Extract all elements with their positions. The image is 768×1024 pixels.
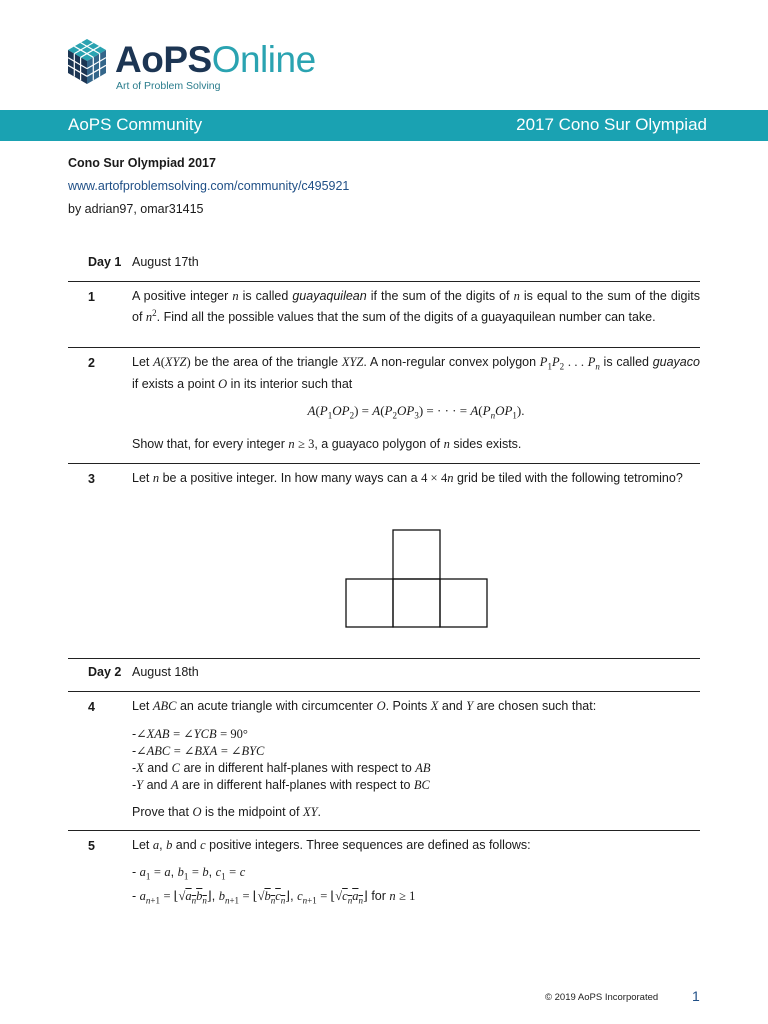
problem-5-text: Let a, b and c positive integers. Three sequences are defined as follows: — [132, 838, 531, 852]
cube-logo-icon — [66, 38, 108, 86]
problem-1-text: A positive integer n is called guayaquilean if the sum of the digits of n is equal to the sum of the digits of $n^2$. Find all the possible values that the sum of the digits of a guayaquilean number can take. — [132, 289, 701, 325]
problem-3-text: Let n be a positive integer. In how many ways can a 4 × 4n grid be tiled with the following tetromino? — [132, 471, 683, 485]
problem-number: 1 — [88, 290, 95, 304]
problem-2-conclusion: Show that, for every integer n ≥ 3, a guayaco polygon of n sides exists. — [132, 437, 522, 451]
divider — [68, 658, 700, 659]
problem-2-text: Let A(XYZ) be the area of the triangle XYZ. A non-regular convex polygon $P_1P_2$ . . . $P_n$ is called guayaco if exists a point O in its interior such that — [132, 355, 700, 391]
problem-number: 5 — [88, 839, 95, 853]
divider — [68, 691, 700, 692]
problem-number: 2 — [88, 356, 95, 370]
logo-wordmark: AoPSOnline — [115, 39, 316, 80]
divider — [68, 463, 700, 464]
community-url-link[interactable]: www.artofproblemsolving.com/community/c495921 — [68, 179, 350, 193]
competition-title: 2017 Cono Sur Olympiad — [516, 115, 707, 134]
divider — [68, 830, 700, 831]
tetromino-figure — [345, 529, 489, 628]
authors-line: by adrian97, omar31415 — [68, 202, 204, 216]
day-label: Day 2 — [88, 665, 122, 679]
problem-5-definitions: - $a_1 = a$, $b_1 = b$, $c_1 = c$ - $a_{n+1}$ = $⌊√a_nb_n⌋$, $b_{n+1}$ = $⌊√b_nc_n⌋$, $c_{n+1}$ = $⌊√c_na_n⌋$ for n ≥ 1 — [132, 865, 416, 905]
problem-number: 3 — [88, 472, 95, 486]
problem-number: 4 — [88, 700, 95, 714]
divider — [68, 281, 700, 282]
problem-4-conclusion: Prove that O is the midpoint of XY. — [132, 805, 322, 819]
document-title: Cono Sur Olympiad 2017 — [68, 156, 216, 170]
day-label: Day 1 — [88, 255, 122, 269]
day-date: August 17th — [132, 255, 199, 269]
problem-4-text: Let ABC an acute triangle with circumcenter O. Points X and Y are chosen such that: — [132, 699, 597, 713]
day-1-header — [68, 255, 700, 275]
logo-tagline: Art of Problem Solving — [116, 80, 221, 92]
community-link[interactable]: AoPS Community — [68, 115, 203, 134]
aops-logo[interactable] — [66, 38, 316, 94]
problem-2-equation: $A(P_1OP_2) = A(P_2OP_3)$ = · · · = $A(P_nOP_1)$. — [307, 403, 525, 421]
page-number: 1 — [692, 988, 700, 1004]
footer-copyright: © 2019 AoPS Incorporated — [545, 992, 659, 1003]
day-date: August 18th — [132, 665, 199, 679]
day-2-header — [68, 665, 700, 685]
problem-4-conditions: -∠XAB = ∠YCB = 90° -∠ABC = ∠BXA = ∠BYC -X and C are in different half-planes with respect to AB -Y and A are in different half-planes with respect to BC — [132, 727, 431, 792]
header-banner — [0, 110, 768, 141]
divider — [68, 347, 700, 348]
